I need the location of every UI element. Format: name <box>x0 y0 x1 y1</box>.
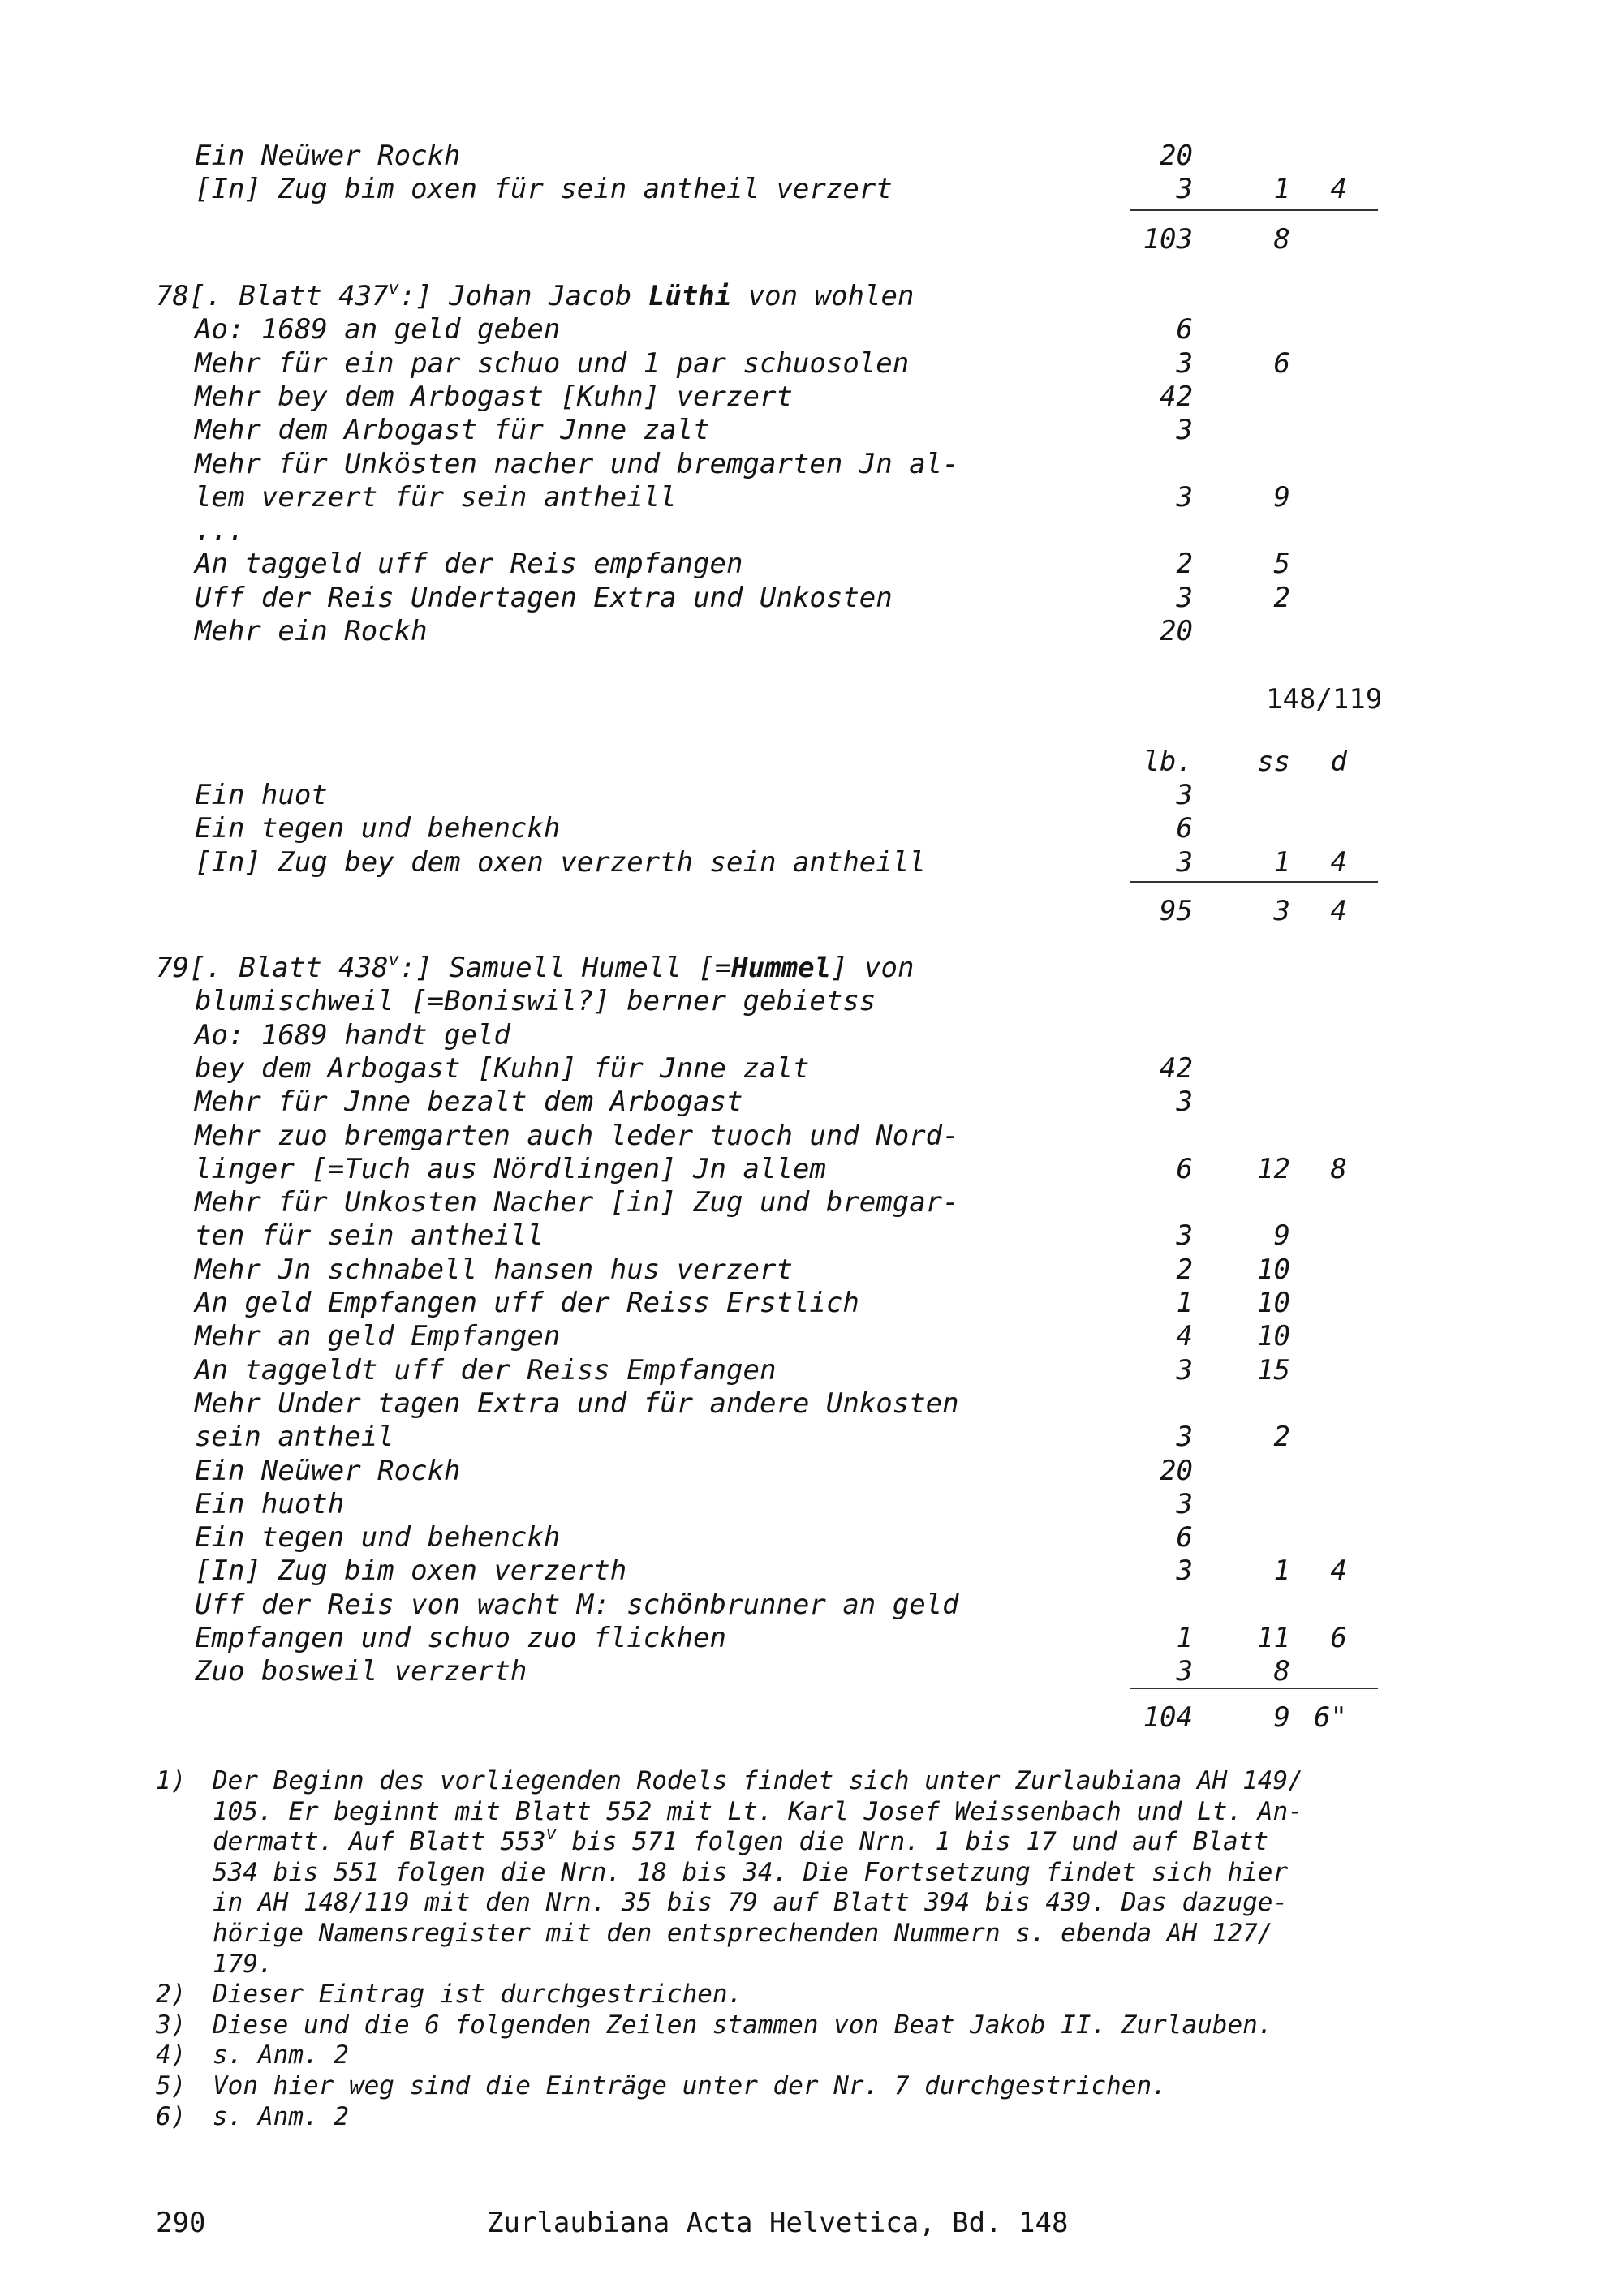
entry-text: Ao: 1689 handt geld <box>195 1018 510 1051</box>
page-number: 290 <box>156 2207 206 2239</box>
amount-d: 4 <box>1330 173 1347 206</box>
footnote-text: 179. <box>213 1949 273 1979</box>
amount-lb: 3 <box>1176 1421 1193 1454</box>
footnote-text: Der Beginn des vorliegenden Rodels findet sich unter Zurlaubiana AH 149/ <box>213 1766 1303 1795</box>
entry-text: lem verzert für sein antheill <box>195 480 677 514</box>
amount-lb: 1 <box>1176 1287 1193 1319</box>
amount-ss: 8 <box>1273 223 1290 256</box>
superscript-v: v <box>388 949 399 970</box>
ledger-row <box>0 615 1623 648</box>
entry-text: Uff der Reis von wacht M: schönbrunner an geld <box>195 1588 959 1621</box>
amount-lb: 6 <box>1176 812 1193 845</box>
amount-lb: 20 <box>1160 1454 1193 1487</box>
entry-text: An geld Empfangen uff der Reiss Erstlich <box>195 1287 859 1319</box>
amount-lb: 3 <box>1176 1219 1193 1253</box>
amount-d: 4 <box>1330 1554 1347 1588</box>
amount-ss: 9 <box>1273 480 1290 514</box>
entry-79-heading: 79[. Blatt 438$^v$:] Samuell Humell [=Hummel] von <box>156 949 915 984</box>
footnote-text: in AH 148/119 mit den Nrn. 35 bis 79 auf Blatt 394 bis 439. Das dazuge- <box>213 1888 1289 1918</box>
footnote-text: 534 bis 551 folgen die Nrn. 18 bis 34. Die Fortsetzung findet sich hier <box>213 1857 1289 1887</box>
amount-lb: 3 <box>1176 581 1193 614</box>
ledger-row <box>0 1019 1623 1052</box>
amount-ss: 5 <box>1273 548 1290 581</box>
footnote-label: 4) <box>156 2040 187 2070</box>
amount-d: 4 <box>1330 895 1347 927</box>
ledger-row <box>0 1219 1623 1253</box>
total-row <box>0 895 1623 928</box>
entry-text: Ein Neüwer Rockh <box>195 1454 461 1487</box>
entry-text: Mehr Jn schnabell hansen hus verzert <box>195 1253 793 1286</box>
footnote-label: 3) <box>156 2010 187 2040</box>
footnote-text: 105. Er beginnt mit Blatt 552 mit Lt. Karl Josef Weissenbach und Lt. An- <box>213 1796 1303 1826</box>
ledger-row <box>0 1287 1623 1320</box>
amount-ss: 9 <box>1273 1701 1290 1734</box>
amount-lb: lb. <box>1143 746 1193 778</box>
amount-ss: 1 <box>1273 1554 1290 1588</box>
ledger-row <box>0 846 1623 879</box>
footnote-text: dermatt. Auf Blatt 553$^v$ bis 571 folgen die Nrn. 1 bis 17 und auf Blatt <box>213 1823 1269 1857</box>
entry-text: [In] Zug bim oxen verzerth <box>195 1554 627 1588</box>
entry-text: Mehr für Unkosten Nacher [in] Zug und bremgar- <box>195 1186 959 1219</box>
amount-lb: 103 <box>1143 223 1193 256</box>
ledger-row <box>0 1253 1623 1287</box>
total-row <box>0 1701 1623 1735</box>
ledger-row <box>0 448 1623 481</box>
amount-ss: 9 <box>1273 1219 1290 1253</box>
entry-text: bey dem Arbogast [Kuhn] für Jnne zalt <box>195 1051 810 1085</box>
ledger-row <box>0 1554 1623 1588</box>
ledger-row <box>0 1589 1623 1622</box>
footnote-text: s. Anm. 2 <box>213 2040 349 2070</box>
amount-ss: 3 <box>1273 895 1290 927</box>
amount-lb: 3 <box>1176 414 1193 447</box>
sum-rule <box>1130 1688 1378 1689</box>
entry-text: [In] Zug bim oxen für sein antheil verzert <box>195 173 893 206</box>
sum-rule <box>1130 881 1378 883</box>
amount-d: 6 <box>1330 1622 1347 1654</box>
entry-text: Mehr zuo bremgarten auch leder tuoch und Nord- <box>195 1119 959 1152</box>
entry-79-heading-line2: blumischweil [=Boniswil?] berner gebietss <box>195 985 876 1018</box>
amount-ss: 2 <box>1273 581 1290 614</box>
entry-text: Ein huoth <box>195 1487 345 1520</box>
amount-lb: 6 <box>1176 313 1193 346</box>
amount-ss: 6 <box>1273 346 1290 380</box>
amount-lb: 3 <box>1176 173 1193 206</box>
entry-text: Mehr dem Arbogast für Jnne zalt <box>195 414 710 447</box>
ledger-row <box>0 1488 1623 1521</box>
amount-lb: 3 <box>1176 480 1193 514</box>
amount-ss: 1 <box>1273 845 1290 879</box>
amount-lb: 6 <box>1176 1152 1193 1185</box>
person-name: Lüthi <box>648 280 732 312</box>
footnote-label: 6) <box>156 2101 187 2131</box>
amount-lb: 3 <box>1176 1655 1193 1688</box>
footnote-text: s. Anm. 2 <box>213 2101 349 2131</box>
amount-lb: 3 <box>1176 845 1193 879</box>
ledger-row <box>0 1320 1623 1353</box>
amount-lb: 95 <box>1160 895 1193 927</box>
entry-text: Ein tegen und behenckh <box>195 812 561 845</box>
amount-lb: 42 <box>1160 1051 1193 1085</box>
ledger-row <box>0 1354 1623 1387</box>
entry-text: linger [=Tuch aus Nördlingen] Jn allem <box>195 1152 826 1185</box>
amount-lb: 2 <box>1176 1253 1193 1286</box>
ledger-row <box>0 1120 1623 1153</box>
ledger-row <box>0 414 1623 447</box>
entry-text: sein antheil <box>195 1421 394 1454</box>
footnote-text: Diese und die 6 folgenden Zeilen stammen von Beat Jakob II. Zurlauben. <box>213 2010 1273 2040</box>
ledger-row <box>0 1052 1623 1086</box>
amount-ss: 2 <box>1273 1421 1290 1454</box>
amount-d: d <box>1330 746 1347 778</box>
ledger-row <box>0 1622 1623 1655</box>
column-header-row <box>0 746 1623 779</box>
amount-ss: 1 <box>1273 173 1290 206</box>
footnote-text: hörige Namensregister mit den entsprechenden Nummern s. ebenda AH 127/ <box>213 1919 1273 1948</box>
ledger-row <box>0 548 1623 581</box>
amount-lb: 4 <box>1176 1320 1193 1353</box>
amount-lb: 3 <box>1176 1487 1193 1520</box>
entry-text: Mehr für Jnne bezalt dem Arbogast <box>195 1086 743 1119</box>
entry-text: Ein Neüwer Rockh <box>195 140 461 172</box>
amount-d: 8 <box>1330 1152 1347 1185</box>
ledger-row <box>0 1086 1623 1119</box>
entry-text: Uff der Reis Undertagen Extra und Unkosten <box>195 581 893 614</box>
person-name: Hummel <box>731 952 832 984</box>
total-row <box>0 223 1623 256</box>
entry-text: Mehr ein Rockh <box>195 615 428 647</box>
entry-text: [In] Zug bey dem oxen verzerth sein antheill <box>195 845 926 879</box>
ledger-row <box>0 381 1623 414</box>
ledger-row <box>0 812 1623 845</box>
entry-text: Ein tegen und behenckh <box>195 1521 561 1554</box>
amount-lb: 3 <box>1176 1353 1193 1387</box>
ledger-row <box>0 481 1623 514</box>
amount-lb: 20 <box>1160 140 1193 172</box>
entry-text: Mehr bey dem Arbogast [Kuhn] verzert <box>195 380 793 413</box>
footnote-label: 5) <box>156 2071 187 2100</box>
amount-d: 6" <box>1314 1701 1347 1734</box>
ledger-row <box>0 582 1623 615</box>
entry-text: Mehr für Unkösten nacher und bremgarten Jn al- <box>195 447 959 480</box>
page-reference: 148/119 <box>1266 683 1383 716</box>
ledger-row <box>0 1387 1623 1421</box>
entry-text: Empfangen und schuo zuo flickhen <box>195 1622 727 1654</box>
entry-text: Ao: 1689 an geld geben <box>195 313 561 346</box>
amount-ss: 10 <box>1257 1287 1290 1319</box>
amount-d: 4 <box>1330 845 1347 879</box>
amount-lb: 3 <box>1176 779 1193 811</box>
footnote-label: 1) <box>156 1766 187 1795</box>
ledger-row <box>0 1521 1623 1554</box>
amount-lb: 42 <box>1160 380 1193 413</box>
ledger-row <box>0 1153 1623 1186</box>
ledger-row <box>0 1421 1623 1454</box>
footnote-label: 2) <box>156 1980 187 2010</box>
amount-lb: 3 <box>1176 1554 1193 1588</box>
ledger-row <box>0 779 1623 812</box>
amount-ss: 8 <box>1273 1655 1290 1688</box>
ledger-row <box>0 1186 1623 1219</box>
entry-text: ten für sein antheill <box>195 1219 544 1253</box>
amount-lb: 1 <box>1176 1622 1193 1654</box>
entry-text: Ein huot <box>195 779 328 811</box>
ledger-row <box>0 140 1623 173</box>
amount-lb: 3 <box>1176 346 1193 380</box>
entry-text: Mehr Under tagen Extra und für andere Unkosten <box>195 1387 959 1420</box>
amount-ss: 15 <box>1257 1353 1290 1387</box>
ledger-row <box>0 347 1623 381</box>
superscript-v: v <box>388 277 399 299</box>
amount-ss: 11 <box>1257 1622 1290 1654</box>
amount-ss: 12 <box>1257 1152 1290 1185</box>
entry-text: ... <box>195 514 245 548</box>
ledger-row <box>0 514 1623 548</box>
entry-text: Mehr für ein par schuo und 1 par schuosolen <box>195 346 910 380</box>
ledger-row <box>0 313 1623 346</box>
sum-rule <box>1130 209 1378 211</box>
superscript-v: v <box>545 1823 557 1844</box>
entry-text: Zuo bosweil verzerth <box>195 1655 527 1688</box>
entry-text: Mehr an geld Empfangen <box>195 1320 561 1353</box>
amount-ss: ss <box>1257 746 1290 778</box>
amount-lb: 104 <box>1143 1701 1193 1734</box>
entry-78-heading: 78[. Blatt 437$^v$:] Johan Jacob Lüthi von wohlen <box>156 277 915 312</box>
footnote-text: Von hier weg sind die Einträge unter der Nr. 7 durchgestrichen. <box>213 2071 1167 2100</box>
amount-lb: 2 <box>1176 548 1193 581</box>
ledger-row <box>0 1655 1623 1688</box>
amount-lb: 6 <box>1176 1521 1193 1554</box>
ledger-row <box>0 1455 1623 1488</box>
entry-text: An taggeld uff der Reis empfangen <box>195 548 743 581</box>
amount-ss: 10 <box>1257 1253 1290 1286</box>
amount-ss: 10 <box>1257 1320 1290 1353</box>
amount-lb: 3 <box>1176 1086 1193 1119</box>
footnote-text: Dieser Eintrag ist durchgestrichen. <box>213 1980 743 2010</box>
publication-title: Zurlaubiana Acta Helvetica, Bd. 148 <box>487 2207 1069 2239</box>
entry-text: An taggeldt uff der Reiss Empfangen <box>195 1353 777 1387</box>
amount-lb: 20 <box>1160 615 1193 647</box>
ledger-row <box>0 173 1623 206</box>
